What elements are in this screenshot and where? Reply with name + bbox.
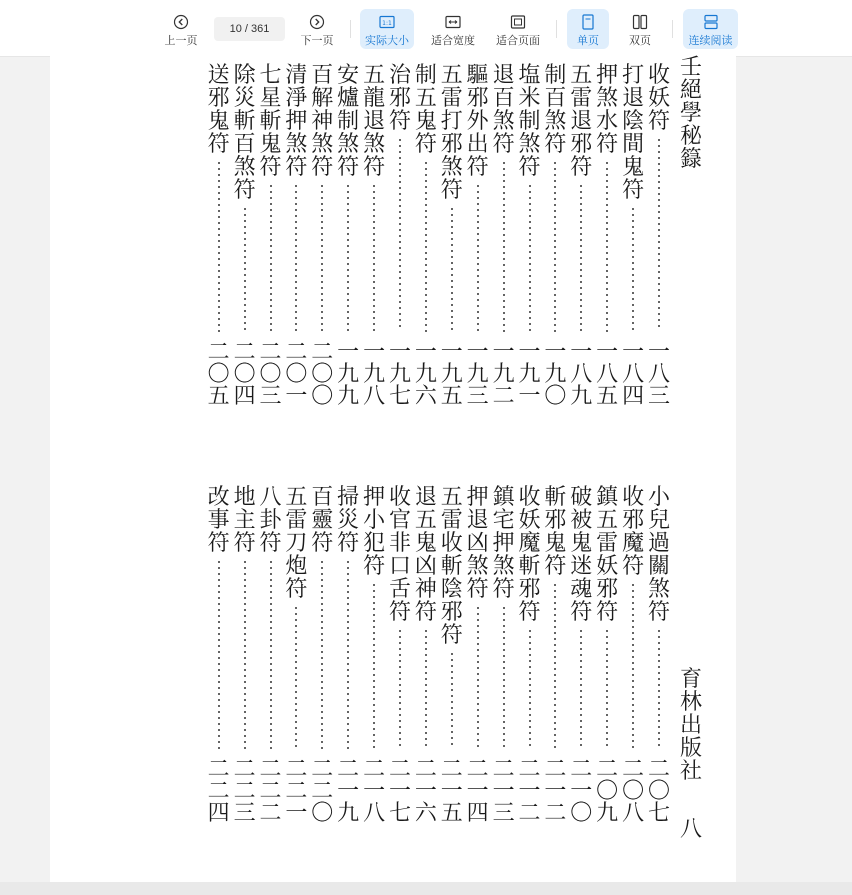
top-entry-title: 七 星 斬 鬼 符: [259, 63, 282, 180]
top-leader-dots: [465, 185, 491, 335]
top-entry-page: 二 〇 五: [207, 340, 230, 409]
bottom-entry-page: 二 二 四: [207, 757, 230, 826]
prev-page-label: 上一页: [164, 35, 198, 47]
toolbar-divider: [350, 20, 351, 38]
top-entry-page: 一 九 六: [414, 340, 437, 409]
page-number: 八: [679, 817, 702, 842]
bottom-entry-page: 二 二 三: [233, 757, 256, 826]
bottom-entry-title: 退 五 鬼 凶 神 符: [414, 485, 437, 625]
top-entry-title: 五 雷 退 邪 符: [570, 63, 593, 180]
top-leader-dots: [387, 139, 413, 331]
top-entry-page: 一 九 五: [440, 340, 463, 409]
top-leader-dots: [439, 208, 465, 334]
bottom-entry-title: 五 雷 刀 炮 符: [285, 485, 308, 602]
bottom-entry-page: 二 二 二: [259, 757, 282, 826]
fit-width-icon: [445, 14, 461, 30]
double-page-icon: [632, 14, 648, 30]
bottom-entry-page: 二 一 二: [544, 757, 567, 826]
bottom-leader-dots: [465, 607, 491, 751]
bottom-entry-title: 百 靈 符: [311, 485, 334, 556]
bottom-entry-title: 斬 邪 鬼 符: [544, 485, 567, 579]
bottom-entry-title: 押 小 犯 符: [363, 485, 386, 579]
double-page-label: 双页: [629, 35, 651, 47]
top-leader-dots: [335, 185, 361, 335]
bottom-entry-page: 二 二 〇: [311, 757, 334, 826]
top-entry-title: 制 百 煞 符: [544, 63, 567, 157]
bottom-leader-dots: [361, 584, 387, 752]
top-entry-title: 塩 米 制 煞 符: [518, 63, 541, 180]
top-entry-page: 一 九 三: [466, 340, 489, 409]
bottom-entry-page: 二 一 四: [466, 757, 489, 826]
top-entry-page: 二 〇 三: [259, 340, 282, 409]
page-current-input[interactable]: 10: [229, 23, 242, 35]
top-entry-title: 安 爐 制 煞 符: [337, 63, 360, 180]
bottom-entry-title: 收 邪 魔 符: [622, 485, 645, 579]
bottom-entry-page: 二 〇 八: [622, 757, 645, 826]
actual-size-icon: [379, 14, 395, 30]
bottom-entry-page: 二 二 一: [285, 757, 308, 826]
top-entry-title: 制 五 鬼 符: [414, 63, 437, 157]
bottom-entry-page: 二 〇 七: [647, 757, 670, 826]
bottom-entry-title: 收 妖 魔 斬 邪 符: [518, 485, 541, 625]
top-entry-title: 驅 邪 外 出 符: [466, 63, 489, 180]
toolbar-divider: [556, 20, 557, 38]
bottom-leader-dots: [258, 561, 284, 753]
top-entry-page: 一 八 九: [570, 340, 593, 409]
next-page-label: 下一页: [300, 35, 334, 47]
bottom-entry-page: 二 一 二: [518, 757, 541, 826]
bottom-bar: [0, 882, 852, 895]
bottom-entry-title: 押 退 凶 煞 符: [466, 485, 489, 602]
bottom-leader-dots: [309, 561, 335, 753]
bottom-leader-dots: [646, 630, 672, 750]
bottom-entry-page: 二 一 九: [337, 757, 360, 826]
bottom-entry-page: 二 一 六: [414, 757, 437, 826]
bottom-leader-dots: [387, 630, 413, 750]
continuous-read-button[interactable]: [683, 9, 738, 49]
bottom-leader-dots: [283, 607, 309, 751]
double-page-button[interactable]: [619, 9, 661, 49]
bottom-entry-page: 二 一 三: [492, 757, 515, 826]
bottom-entry-page: 二 一 七: [388, 757, 411, 826]
single-page-label: 单页: [577, 35, 599, 47]
top-entry-page: 一 九 〇: [544, 340, 567, 409]
single-page-button[interactable]: [567, 9, 609, 49]
top-leader-dots: [620, 208, 646, 334]
page-total: / 361: [244, 23, 270, 35]
fit-page-icon: [510, 14, 526, 30]
bottom-leader-dots: [232, 561, 258, 753]
prev-page-button[interactable]: [160, 9, 202, 49]
top-leader-dots: [594, 162, 620, 336]
top-leader-dots: [568, 185, 594, 335]
top-entry-title: 收 妖 符: [647, 63, 670, 134]
bottom-entry-title: 八 卦 符: [259, 485, 282, 556]
svg-text:1:1: 1:1: [382, 20, 392, 27]
bottom-leader-dots: [620, 584, 646, 752]
top-entry-page: 一 九 一: [518, 340, 541, 409]
top-leader-dots: [258, 185, 284, 335]
top-entry-page: 一 九 九: [337, 340, 360, 409]
top-entry-page: 二 〇 一: [285, 340, 308, 409]
top-entry-title: 百 解 神 煞 符: [311, 63, 334, 180]
scanned-page-content: [50, 56, 736, 882]
continuous-read-label: 连续阅读: [688, 35, 733, 47]
page-indicator[interactable]: [214, 17, 285, 41]
document-page: [50, 56, 736, 882]
top-leader-dots: [283, 185, 309, 335]
single-page-icon: [581, 14, 595, 30]
bottom-leader-dots: [542, 584, 568, 752]
top-leader-dots: [206, 162, 232, 336]
continuous-read-icon: [703, 14, 719, 30]
top-entry-page: 一 九 二: [492, 340, 515, 409]
bottom-entry-title: 五 雷 收 斬 陰 邪 符: [440, 485, 463, 648]
fit-width-label: 适合宽度: [431, 35, 475, 47]
bottom-leader-dots: [413, 630, 439, 750]
top-leader-dots: [309, 185, 335, 335]
top-leader-dots: [413, 162, 439, 336]
bottom-entry-title: 小 兒 過 關 煞 符: [647, 485, 670, 625]
bottom-leader-dots: [206, 561, 232, 753]
bottom-leader-dots: [568, 630, 594, 750]
bottom-leader-dots: [491, 607, 517, 751]
top-entry-page: 一 八 五: [596, 340, 619, 409]
top-entry-title: 退 百 煞 符: [492, 63, 515, 157]
top-leader-dots: [646, 139, 672, 331]
top-entry-page: 一 八 三: [647, 340, 670, 409]
chevron-left-circle-icon: [173, 14, 189, 30]
top-leader-dots: [542, 162, 568, 336]
bottom-entry-page: 二 一 五: [440, 757, 463, 826]
fit-page-label: 适合页面: [496, 35, 540, 47]
top-entry-page: 二 〇 四: [233, 340, 256, 409]
reader-toolbar: [0, 0, 852, 57]
bottom-leader-dots: [439, 653, 465, 749]
toolbar-divider: [672, 20, 673, 38]
top-entry-page: 一 九 八: [363, 340, 386, 409]
top-entry-page: 二 〇 〇: [311, 340, 334, 409]
actual-size-button[interactable]: [360, 9, 414, 49]
bottom-entry-title: 地 主 符: [233, 485, 256, 556]
bottom-leader-dots: [594, 630, 620, 750]
top-leader-dots: [491, 162, 517, 336]
next-page-button[interactable]: [296, 9, 338, 49]
top-entry-title: 治 邪 符: [388, 63, 411, 134]
top-leader-dots: [361, 185, 387, 335]
publisher-name: 育 林 出 版 社: [679, 667, 702, 784]
top-entry-title: 送 邪 鬼 符: [207, 63, 230, 157]
top-entry-title: 押 煞 水 符: [596, 63, 619, 157]
bottom-entry-title: 鎮 五 雷 妖 邪 符: [596, 485, 619, 625]
top-entry-title: 五 龍 退 煞 符: [363, 63, 386, 180]
actual-size-label: 实际大小: [365, 35, 409, 47]
top-entry-title: 打 退 陰 間 鬼 符: [622, 63, 645, 203]
bottom-entry-title: 收 官 非 口 舌 符: [388, 485, 411, 625]
top-entry-page: 一 八 四: [622, 340, 645, 409]
bottom-leader-dots: [517, 630, 543, 750]
fit-page-button[interactable]: [492, 9, 544, 49]
chevron-right-circle-icon: [309, 14, 325, 30]
fit-width-button[interactable]: [426, 9, 480, 49]
bottom-entry-title: 掃 災 符: [337, 485, 360, 556]
top-entry-title: 五 雷 打 邪 煞 符: [440, 63, 463, 203]
bottom-leader-dots: [335, 561, 361, 753]
top-entry-page: 一 九 七: [388, 340, 411, 409]
bottom-entry-title: 破 被 鬼 迷 魂 符: [570, 485, 593, 625]
bottom-entry-title: 改 事 符: [207, 485, 230, 556]
top-entry-title: 清 淨 押 煞 符: [285, 63, 308, 180]
bottom-entry-title: 鎮 宅 押 煞 符: [492, 485, 515, 602]
top-entry-title: 除 災 斬 百 煞 符: [233, 63, 256, 203]
running-title: 壬 絕 學 秘 籙: [679, 55, 702, 172]
bottom-entry-page: 二 〇 九: [596, 757, 619, 826]
bottom-entry-page: 二 一 〇: [570, 757, 593, 826]
bottom-entry-page: 二 一 八: [363, 757, 386, 826]
top-leader-dots: [232, 208, 258, 334]
top-leader-dots: [517, 185, 543, 335]
